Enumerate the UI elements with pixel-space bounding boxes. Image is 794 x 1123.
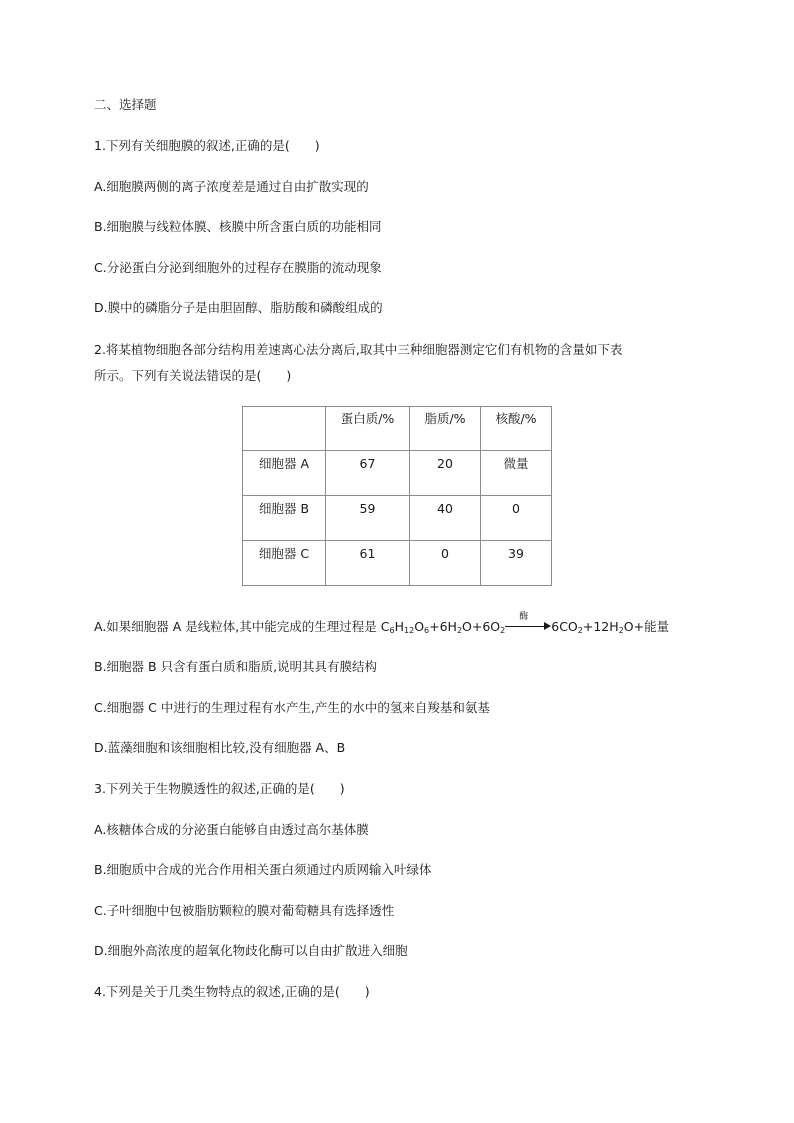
table-cell: 细胞器 B xyxy=(243,496,326,541)
question-3-option-a: A.核糖体合成的分泌蛋白能够自由透过高尔基体膜 xyxy=(94,822,369,837)
table-row xyxy=(243,541,552,586)
question-4-stem: 4.下列是关于几类生物特点的叙述,正确的是( ) xyxy=(94,984,370,999)
question-2-stem-line-1: 2.将某植物细胞各部分结构用差速离心法分离后,取其中三种细胞器测定它们有机物的含量如下表 xyxy=(94,342,623,357)
enzyme-label: 酶 xyxy=(519,612,529,622)
table-header-row xyxy=(243,407,552,451)
table-cell: 40 xyxy=(410,496,481,541)
question-2-option-c: C.细胞器 C 中进行的生理过程有水产生,产生的水中的氢来自羧基和氨基 xyxy=(94,700,490,715)
table-cell: 59 xyxy=(326,496,410,541)
question-2-option-b: B.细胞器 B 只含有蛋白质和脂质,说明其具有膜结构 xyxy=(94,659,378,674)
table-cell: 0 xyxy=(410,541,481,586)
question-2-stem-line-2: 所示。下列有关说法错误的是( ) xyxy=(94,368,292,383)
formula-reactants: $C_6H_{12}O_6+6H_2O+6O_2$ xyxy=(380,619,506,635)
table-cell: 61 xyxy=(326,541,410,586)
table-header-cell: 蛋白质/% xyxy=(326,407,410,451)
question-3-option-d: D.细胞外高浓度的超氧化物歧化酶可以自由扩散进入细胞 xyxy=(94,943,408,958)
question-1-stem: 1.下列有关细胞膜的叙述,正确的是( ) xyxy=(94,138,320,153)
question-1-option-d: D.膜中的磷脂分子是由胆固醇、脂肪酸和磷酸组成的 xyxy=(94,300,383,315)
table-cell: 细胞器 C xyxy=(243,541,326,586)
table-cell: 20 xyxy=(410,451,481,496)
question-2-option-a xyxy=(94,612,670,639)
formula-products: $6CO_2+12H_2O+$能量 xyxy=(551,619,670,635)
question-1-option-b: B.细胞膜与线粒体膜、核膜中所含蛋白质的功能相同 xyxy=(94,219,382,234)
section-title: 二、选择题 xyxy=(94,97,157,112)
table-header-cell: 脂质/% xyxy=(410,407,481,451)
organelle-content-table xyxy=(242,406,552,586)
table-header-cell xyxy=(243,407,326,451)
table-cell: 微量 xyxy=(481,451,552,496)
question-2-option-d: D.蓝藻细胞和该细胞相比较,没有细胞器 A、B xyxy=(94,740,346,755)
option-a-text: A.如果细胞器 A 是线粒体,其中能完成的生理过程是 xyxy=(94,619,381,634)
question-3-option-b: B.细胞质中合成的光合作用相关蛋白须通过内质网输入叶绿体 xyxy=(94,862,432,877)
table-row xyxy=(243,496,552,541)
question-1-option-a: A.细胞膜两侧的离子浓度差是通过自由扩散实现的 xyxy=(94,179,369,194)
table-cell: 39 xyxy=(481,541,552,586)
question-3-option-c: C.子叶细胞中包被脂肪颗粒的膜对葡萄糖具有选择透性 xyxy=(94,903,395,918)
reaction-arrow xyxy=(505,612,551,635)
table-row xyxy=(243,451,552,496)
table-header-cell: 核酸/% xyxy=(481,407,552,451)
question-3-stem: 3.下列关于生物膜透性的叙述,正确的是( ) xyxy=(94,781,345,796)
table-cell: 0 xyxy=(481,496,552,541)
table-cell: 67 xyxy=(326,451,410,496)
question-1-option-c: C.分泌蛋白分泌到细胞外的过程存在膜脂的流动现象 xyxy=(94,260,382,275)
table-cell: 细胞器 A xyxy=(243,451,326,496)
